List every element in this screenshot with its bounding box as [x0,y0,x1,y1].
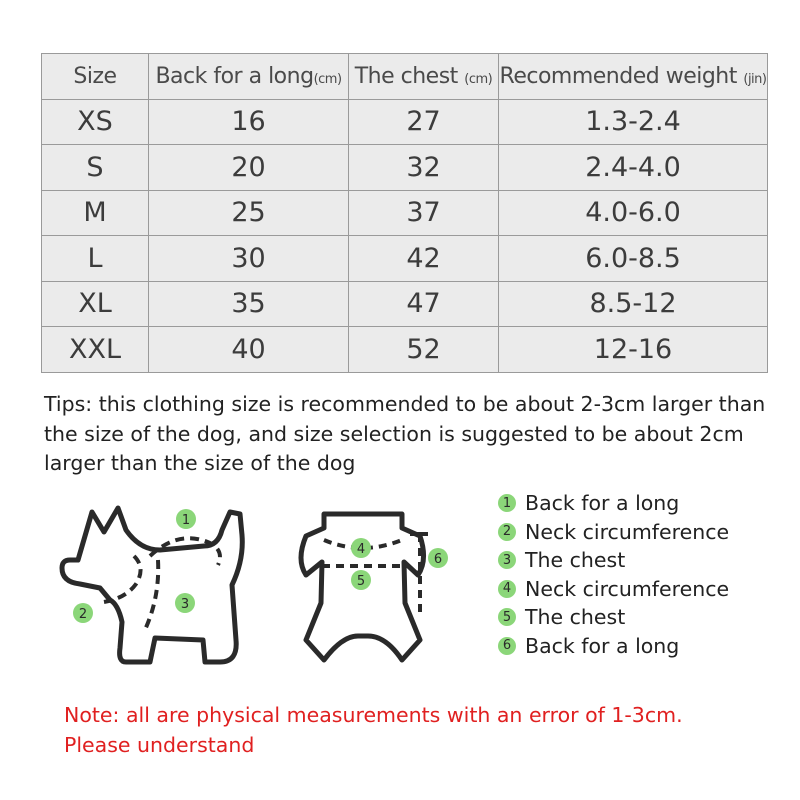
legend-number-badge: 3 [498,551,516,569]
marker-5-label: 5 [356,574,366,589]
measurement-legend [498,489,729,660]
table-row [42,327,768,373]
dog-illustration [62,508,242,662]
cell-weight: 12-16 [499,327,768,373]
marker-1 [176,509,196,529]
legend-item [498,603,729,632]
marker-6-label: 6 [433,552,443,567]
cell-back-length: 16 [149,99,349,145]
chest-line [144,560,158,632]
header-size: Size [42,54,149,100]
cell-weight: 6.0-8.5 [499,236,768,282]
cell-size: M [42,190,149,236]
dog-outline [62,508,242,662]
cell-size: XL [42,281,149,327]
table-row [42,190,768,236]
cell-back-length: 20 [149,145,349,191]
legend-item [498,632,729,661]
legend-number-badge: 6 [498,637,516,655]
table-row [42,236,768,282]
legend-label: Neck circumference [525,576,730,601]
legend-label: The chest [525,548,626,573]
cell-size: XS [42,99,149,145]
neck-line [104,556,141,602]
cell-chest: 32 [349,145,499,191]
legend-label: Back for a long [525,633,680,658]
table-row [42,145,768,191]
header-weight: Recommended weight (jin) [499,54,768,100]
table-row [42,281,768,327]
marker-4 [351,538,371,558]
legend-label: The chest [525,605,626,630]
marker-1-label: 1 [181,513,191,528]
cell-chest: 47 [349,281,499,327]
cell-weight: 1.3-2.4 [499,99,768,145]
cell-chest: 42 [349,236,499,282]
legend-label: Back for a long [525,491,680,516]
legend-item [498,518,729,547]
legend-number-badge: 4 [498,580,516,598]
marker-4-label: 4 [356,542,366,557]
cell-size: L [42,236,149,282]
cell-back-length: 35 [149,281,349,327]
cell-chest: 37 [349,190,499,236]
marker-3-label: 3 [180,597,190,612]
note-text: Note: all are physical measurements with an error of 1-3cm. Please understand [64,703,683,757]
cell-size: XXL [42,327,149,373]
header-back-length: Back for a long(cm) [149,54,349,100]
cell-size: S [42,145,149,191]
header-chest: The chest (cm) [349,54,499,100]
cell-back-length: 40 [149,327,349,373]
cell-weight: 4.0-6.0 [499,190,768,236]
legend-item [498,489,729,518]
tips-text: Tips: this clothing size is recommended to be about 2-3cm larger than the size of the dog, and size selection is suggested to be about 2cm larger than the size of the dog [44,392,766,475]
table-row [42,99,768,145]
marker-2-label: 2 [78,607,88,622]
shirt-measurement-lines [322,534,428,612]
cell-back-length: 30 [149,236,349,282]
legend-item [498,546,729,575]
legend-item [498,575,729,604]
size-table [41,53,768,373]
measurement-diagram [0,490,480,680]
cell-back-length: 25 [149,190,349,236]
legend-number-badge: 2 [498,523,516,541]
marker-6 [428,548,448,568]
legend-number-badge: 5 [498,608,516,626]
cell-chest: 52 [349,327,499,373]
table-header-row [42,54,768,100]
legend-label: Neck circumference [525,519,730,544]
cell-weight: 8.5-12 [499,281,768,327]
marker-2 [73,603,93,623]
cell-weight: 2.4-4.0 [499,145,768,191]
marker-3 [175,593,195,613]
legend-number-badge: 1 [498,494,516,512]
cell-chest: 27 [349,99,499,145]
marker-5 [351,570,371,590]
